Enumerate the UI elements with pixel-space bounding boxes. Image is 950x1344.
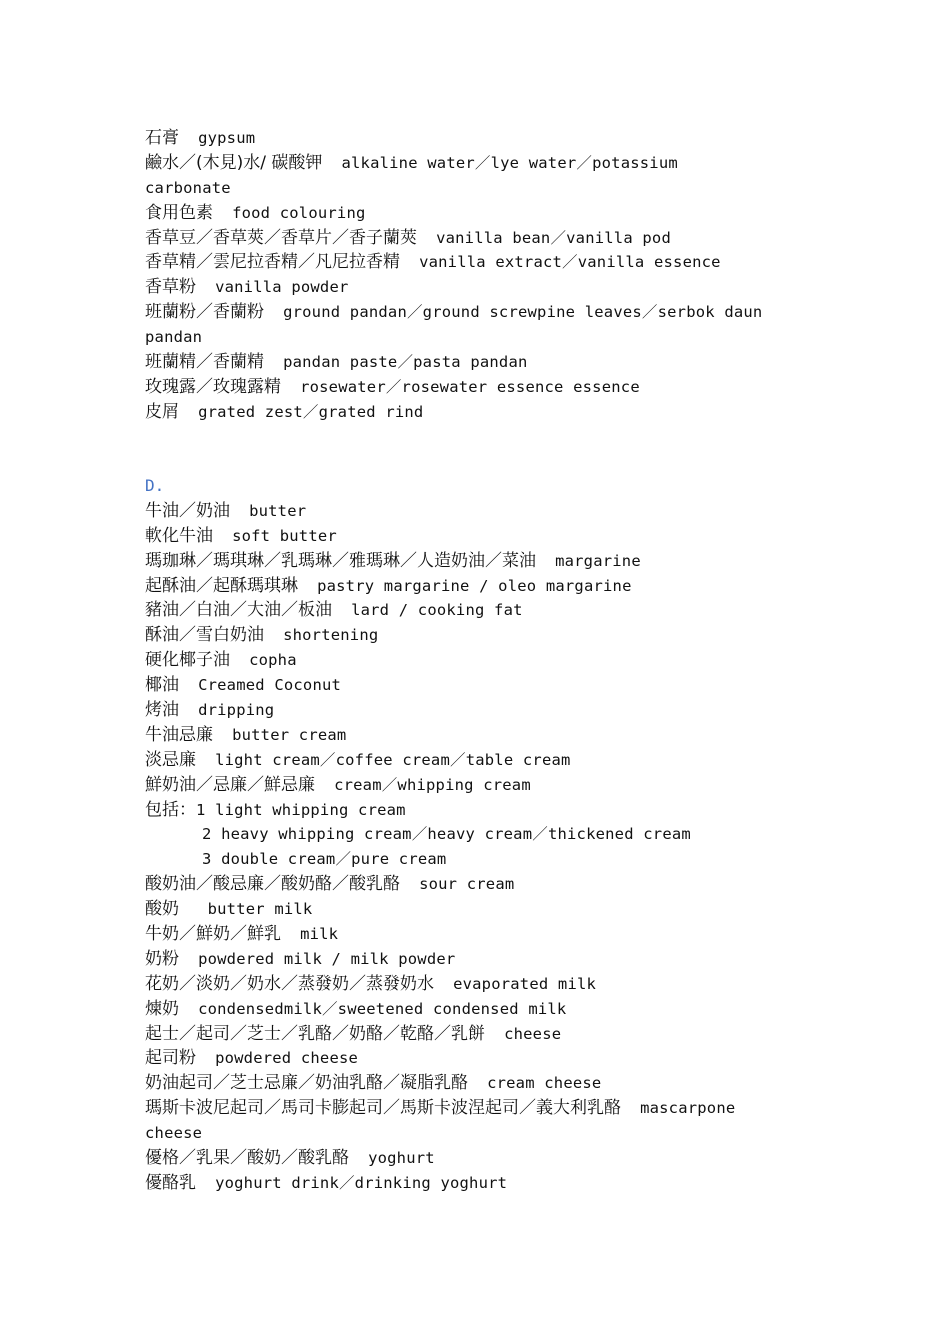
- entry-english-term: vanilla extract／vanilla essence: [400, 253, 721, 272]
- entry-english-term: alkaline water／lye water／potassium: [322, 153, 678, 172]
- entry-chinese-term: 班蘭精／香蘭精: [145, 352, 264, 373]
- glossary-entry: [145, 226, 825, 251]
- entry-chinese-term: 香草精／雲尼拉香精／凡尼拉香精: [145, 252, 400, 273]
- entry-english-term: soft butter: [213, 526, 337, 545]
- glossary-section-d: [145, 474, 825, 1196]
- glossary-entry: [145, 1146, 825, 1171]
- glossary-entry: [145, 524, 825, 549]
- glossary-entry: [145, 947, 825, 972]
- entry-english-term: Creamed Coconut: [179, 676, 342, 695]
- glossary-entry: [145, 698, 825, 723]
- entry-english-term: cream cheese: [468, 1074, 602, 1093]
- entry-english-term: sour cream: [400, 875, 515, 894]
- entry-chinese-term: 酸奶: [145, 899, 179, 920]
- entry-english-term: powdered cheese: [196, 1049, 359, 1068]
- entry-english-term: pastry margarine / oleo margarine: [298, 576, 632, 595]
- entry-english-term: gypsum: [179, 129, 256, 147]
- entry-english-term: margarine: [536, 551, 641, 570]
- glossary-entry: [145, 623, 825, 648]
- glossary-entry: [145, 997, 825, 1022]
- entry-chinese-term: 包括：: [145, 799, 196, 820]
- entry-chinese-term: 鮮奶油／忌廉／鮮忌廉: [145, 774, 315, 795]
- entry-chinese-term: 牛奶／鮮奶／鮮乳: [145, 924, 281, 945]
- entry-english-term: evaporated milk: [434, 974, 597, 993]
- entry-english-term: yoghurt drink／drinking yoghurt: [196, 1173, 508, 1192]
- glossary-entry: [145, 972, 825, 997]
- glossary-entry: [145, 176, 825, 201]
- glossary-entry: [145, 151, 825, 176]
- glossary-entry: [145, 499, 825, 524]
- glossary-entry: [145, 400, 825, 425]
- entry-english-term: butter milk: [179, 900, 313, 919]
- entry-chinese-term: 豬油／白油／大油／板油: [145, 600, 332, 621]
- glossary-entry: [145, 598, 825, 623]
- entry-chinese-term: 瑪斯卡波尼起司／馬司卡膨起司／馬斯卡波涅起司／義大利乳酪: [145, 1098, 621, 1119]
- entry-chinese-term: 香草豆／香草莢／香草片／香子蘭莢: [145, 227, 417, 248]
- entry-english-term: powdered milk / milk powder: [179, 949, 456, 968]
- entry-english-term: vanilla bean／vanilla pod: [417, 228, 671, 247]
- glossary-entry: [145, 1046, 825, 1071]
- entry-english-term: butter: [230, 501, 307, 520]
- entry-english-term: 3 double cream／pure cream: [202, 850, 447, 869]
- entry-english-term: cheese: [485, 1024, 562, 1043]
- glossary-entry: [145, 922, 825, 947]
- glossary-entry: [145, 723, 825, 748]
- entry-chinese-term: 皮屑: [145, 401, 179, 422]
- glossary-entry: [145, 126, 825, 151]
- entry-chinese-term: 香草粉: [145, 277, 196, 298]
- glossary-entry: [145, 325, 825, 350]
- entry-english-term: vanilla powder: [196, 278, 349, 297]
- entry-english-term: carbonate: [145, 178, 231, 197]
- glossary-entry: [145, 748, 825, 773]
- glossary-entry: [145, 375, 825, 400]
- entry-english-term: copha: [230, 651, 297, 670]
- entry-chinese-term: 瑪珈琳／瑪琪琳／乳瑪琳／雅瑪琳／人造奶油／菜油: [145, 550, 536, 571]
- entry-chinese-term: 起酥油／起酥瑪琪琳: [145, 575, 298, 596]
- entry-english-term: ground pandan／ground screwpine leaves／serbok daun: [264, 303, 763, 322]
- glossary-entry: [145, 1121, 825, 1146]
- glossary-entry: [145, 773, 825, 798]
- entry-chinese-term: 花奶／淡奶／奶水／蒸發奶／蒸發奶水: [145, 973, 434, 994]
- entry-chinese-term: 軟化牛油: [145, 525, 213, 546]
- glossary-entry: [145, 574, 825, 599]
- entry-chinese-term: 奶粉: [145, 948, 179, 969]
- glossary-section-top: [145, 126, 825, 425]
- entry-chinese-term: 起士／起司／芝士／乳酪／奶酪／乾酪／乳餅: [145, 1023, 485, 1044]
- entry-chinese-term: 牛油忌廉: [145, 724, 213, 745]
- entry-chinese-term: 班蘭粉／香蘭粉: [145, 302, 264, 323]
- entry-english-term: yoghurt: [349, 1149, 435, 1168]
- glossary-entry: [145, 673, 825, 698]
- entry-english-term: cream／whipping cream: [315, 775, 531, 794]
- glossary-entry: [145, 350, 825, 375]
- entry-english-term: light cream／coffee cream／table cream: [196, 750, 571, 769]
- entry-english-term: milk: [281, 925, 339, 944]
- entry-chinese-term: 淡忌廉: [145, 749, 196, 770]
- entry-chinese-term: 椰油: [145, 675, 179, 696]
- entry-chinese-term: 起司粉: [145, 1048, 196, 1069]
- glossary-entry: [145, 1171, 825, 1196]
- entry-english-term: cheese: [145, 1124, 203, 1143]
- entry-chinese-term: 牛油／奶油: [145, 500, 230, 521]
- entry-chinese-term: 奶油起司／芝士忌廉／奶油乳酪／凝脂乳酪: [145, 1073, 468, 1094]
- entry-english-term: 2 heavy whipping cream／heavy cream／thickened cream: [202, 825, 691, 844]
- entry-english-term: pandan: [145, 328, 203, 347]
- glossary-entry: [145, 872, 825, 897]
- entry-chinese-term: 烤油: [145, 700, 179, 721]
- entry-english-term: mascarpone: [621, 1099, 736, 1118]
- glossary-entry: [145, 275, 825, 300]
- entry-english-term: shortening: [264, 626, 379, 645]
- glossary-entry: [145, 1022, 825, 1047]
- glossary-entry: [145, 648, 825, 673]
- entry-chinese-term: 優格／乳果／酸奶／酸乳酪: [145, 1148, 349, 1169]
- entry-chinese-term: 硬化椰子油: [145, 650, 230, 671]
- entry-chinese-term: 酸奶油／酸忌廉／酸奶酪／酸乳酪: [145, 874, 400, 895]
- glossary-entry: [145, 847, 825, 872]
- entry-chinese-term: 酥油／雪白奶油: [145, 625, 264, 646]
- entry-english-term: condensedmilk／sweetened condensed milk: [179, 999, 567, 1018]
- entry-english-term: food colouring: [213, 203, 366, 222]
- entry-english-term: dripping: [179, 701, 275, 720]
- entry-chinese-term: 玫瑰露／玫瑰露精: [145, 376, 281, 397]
- entry-chinese-term: 優酪乳: [145, 1172, 196, 1193]
- entry-english-term: butter cream: [213, 725, 347, 744]
- entry-chinese-term: 石膏: [145, 128, 179, 148]
- glossary-entry: [145, 822, 825, 847]
- entry-chinese-term: 煉奶: [145, 998, 179, 1019]
- entry-english-term: grated zest／grated rind: [179, 402, 424, 421]
- glossary-entry: [145, 250, 825, 275]
- glossary-entry: [145, 201, 825, 226]
- entry-english-term: rosewater／rosewater essence essence: [281, 377, 640, 396]
- glossary-entry: [145, 300, 825, 325]
- entry-english-term: 1 light whipping cream: [196, 800, 406, 819]
- entry-chinese-term: 食用色素: [145, 202, 213, 223]
- entry-english-term: pandan paste／pasta pandan: [264, 353, 528, 372]
- glossary-entry: [145, 1096, 825, 1121]
- glossary-entry: [145, 1071, 825, 1096]
- entry-english-term: lard / cooking fat: [332, 601, 523, 620]
- entry-chinese-term: 鹼水／(木見)水/ 碳酸钾: [145, 152, 323, 173]
- section-heading-d: D.: [145, 476, 165, 495]
- glossary-entry: [145, 897, 825, 922]
- glossary-entry: [145, 798, 825, 823]
- glossary-entry: [145, 549, 825, 574]
